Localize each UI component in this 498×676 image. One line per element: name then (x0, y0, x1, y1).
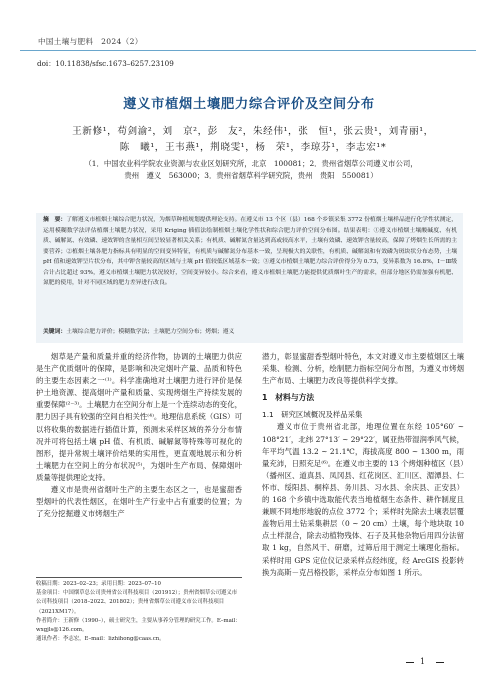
body-right-column (262, 351, 464, 579)
doi-line[interactable]: doi：10.11838/sfsc.1673–6257.23109 (37, 59, 174, 68)
footnote-rule (36, 577, 242, 578)
subsection-heading: 1.1 研究区域概况及样品采集 (262, 410, 363, 420)
abstract-text: 了解遵义市植烟土壤综合肥力状况，为烟草种植规划提供理论支持。在遵义市 13 个区（县）168 个乡镇采集 3772 份植烟土壤样品进行化学性状测定，运用模糊数学法评估植烟土壤肥力状况，采用 Kriging 插值法绘制植烟土壤化学性状和综合肥力评价空间分布图。结果表明：①遵义市植烟土壤酸碱度、有机质、碱解氮、有效磷、速效钾的含量相互间呈较显著相关关系；有机质、碱解氮含量达到高或较高水平，土壤有效磷、速效钾含量较高，保障了烤烟生长所需的主要营养；②植烟土壤各肥力指标具有明显的空间变异特征，有机质与碱解氮分布基本一致，呈现极大的关联性，有机质、碱解氮和有效磷为斑块状分布态势，土壤 pH 值和速效钾呈片状分布，其中钾含量较高的区域与土壤 pH 值较低区域基本一致；③遵义市植烟土壤肥力综合评价得分为 0.73，变异系数为 16.8%，Ⅰ－Ⅲ级合计占比超过 93%，遵义市植烟土壤肥力状况较好，空间变异较小。综合来看，遵义市植烟土壤肥力能提供优质烟叶生产的需求，但部分地区仍需加强有机肥、氮肥的使用，针对不同区域的肥力差异进行改良。 (43, 217, 457, 286)
page-number: 1 (420, 657, 426, 666)
affiliation-line-1: （1．中国农业科学院农业资源与农业区划研究所，北京 100081；2．贵州省烟草公司遵义市公司， (84, 159, 418, 168)
page-number-dash-left (406, 662, 414, 663)
footnote-corresponding: 通讯作者：李志宏，E–mail：lizhihong@caas.cn。 (36, 636, 165, 643)
body-paragraph: 遵义市位于贵州省北部，地理位置在东经 105°60′ ~ 108°21′，北纬 27°13′ ~ 29°22′，属亚热带湿润季风气候，年平均气温 13.2 ~ 21.1℃，海拔高度 800 ~ 1300 m，雨量充沛，日照充足⁽⁶⁾。在遵义市主要的 13 个烤烟种植区（县）（播州区、道真县、凤冈县、红花岗区、汇川区、湄潭县、仁怀市、绥阳县、桐梓县、务川县、习水县、余庆县、正安县）的 168 个乡镇中选取能代表当地植烟生态条件、耕作制度且兼顾不同地形地貌的点位 3772 个；采样时先除去土壤表层覆盖物后用土钻采集耕层（0 ~ 20 cm）土壤，每个地块取 10 点土样混合，除去动植物残体、石子及其他杂物后用四分法留取 1 kg，自然风干、研磨，过筛后用于测定土壤理化指标。采样时用 GPS 定位仪记录采样点经纬度，经 ArcGIS 投影转换为高斯－克吕格投影，采样点分布如图 1 所示。 (262, 422, 464, 577)
body-left-column (36, 351, 242, 520)
affiliation-line-2: 贵州 遵义 563000；3．贵州省烟草科学研究院，贵州 贵阳 550081） (124, 171, 378, 180)
article-title: 遵义市植烟土壤肥力综合评价及空间分布 (123, 97, 375, 112)
keywords-label: 关键词： (43, 329, 67, 335)
footnote-received: 收稿日期：2023–02–23；录用日期：2023–07–10 (36, 581, 161, 587)
abstract (43, 215, 457, 289)
footnote (36, 580, 242, 644)
header-rule (20, 50, 476, 51)
keywords (43, 327, 457, 337)
page-number-dash-right (436, 662, 444, 663)
authors-line-2: 陈 曦¹，王韦燕¹，荆晓雯¹，杨 荣¹，李琼芬¹，李志宏¹* (119, 142, 387, 153)
body-paragraph: 潜力，彰显蜜甜香型烟叶特色，本文对遵义市主要植烟区土壤采集、检测、分析，绘制肥力指标空间分布图，为遵义市烤烟生产布局、土壤肥力改良等提供科学支撑。 (262, 352, 464, 386)
footnote-author: 作者简介：王新修（1990–），硕士研究生，主要从事养分管理的研究工作。E–mail：wxgjls@126.com。 (36, 617, 241, 634)
footnote-funding: 基金项目：中国烟草总公司贵州省公司科技项目（201912）；贵州省烟草公司遵义市公司科技项目（2018–2022、201802）；贵州省烟草公司遵义市公司科技项目（2021XM17）。 (36, 590, 238, 615)
body-paragraph: 遵义市是贵州省烟叶生产的主要生态区之一，也是蜜甜香型烟叶的代表性烟区，在烟叶生产行业中占有重要的位置；为了充分挖掘遵义市烤烟生产 (36, 485, 242, 519)
body-paragraph: 烟草是产量和质量并重的经济作物，协调的土壤肥力供应是生产优质烟叶的保障，是影响和决定烟叶产量、品质和特色的主要生态因素之一⁽¹⁾。科学准确地对土壤肥力进行评价是保护土地资源、提高烟叶产量和质量、实现烤烟生产持续发展的重要保障⁽²⁻³⁾。土壤肥力在空间分布上是一个连续动态的变化，肥力因子具有较强的空间自相关性⁽⁴⁾。地理信息系统（GIS）可以将收集的数据进行插值计算，预测未采样区域的养分分布情况并可将包括土壤 pH 值、有机质、碱解氮等特殊等可视化的图形，提升常规土壤评价结果的实用性，更直观地展示和分析土壤肥力在空间上的分布状况⁽⁵⁾，为烟叶生产布局、保障烟叶质量等提供理论支持。 (36, 352, 242, 482)
keywords-text: 土壤综合肥力评价；模糊数学法；土壤肥力空间分布；烤烟；遵义 (66, 329, 235, 335)
section-heading: 1 材料与方法 (262, 393, 315, 403)
authors-line-1: 王新修¹，苟剑渝²，刘 京²，彭 友²，朱经伟¹，张 恒¹，张云贵¹，刘青丽¹， (72, 126, 434, 137)
abstract-label: 摘 要： (43, 217, 67, 223)
journal-header: 中国土壤与肥料 2024（2） (38, 37, 143, 46)
